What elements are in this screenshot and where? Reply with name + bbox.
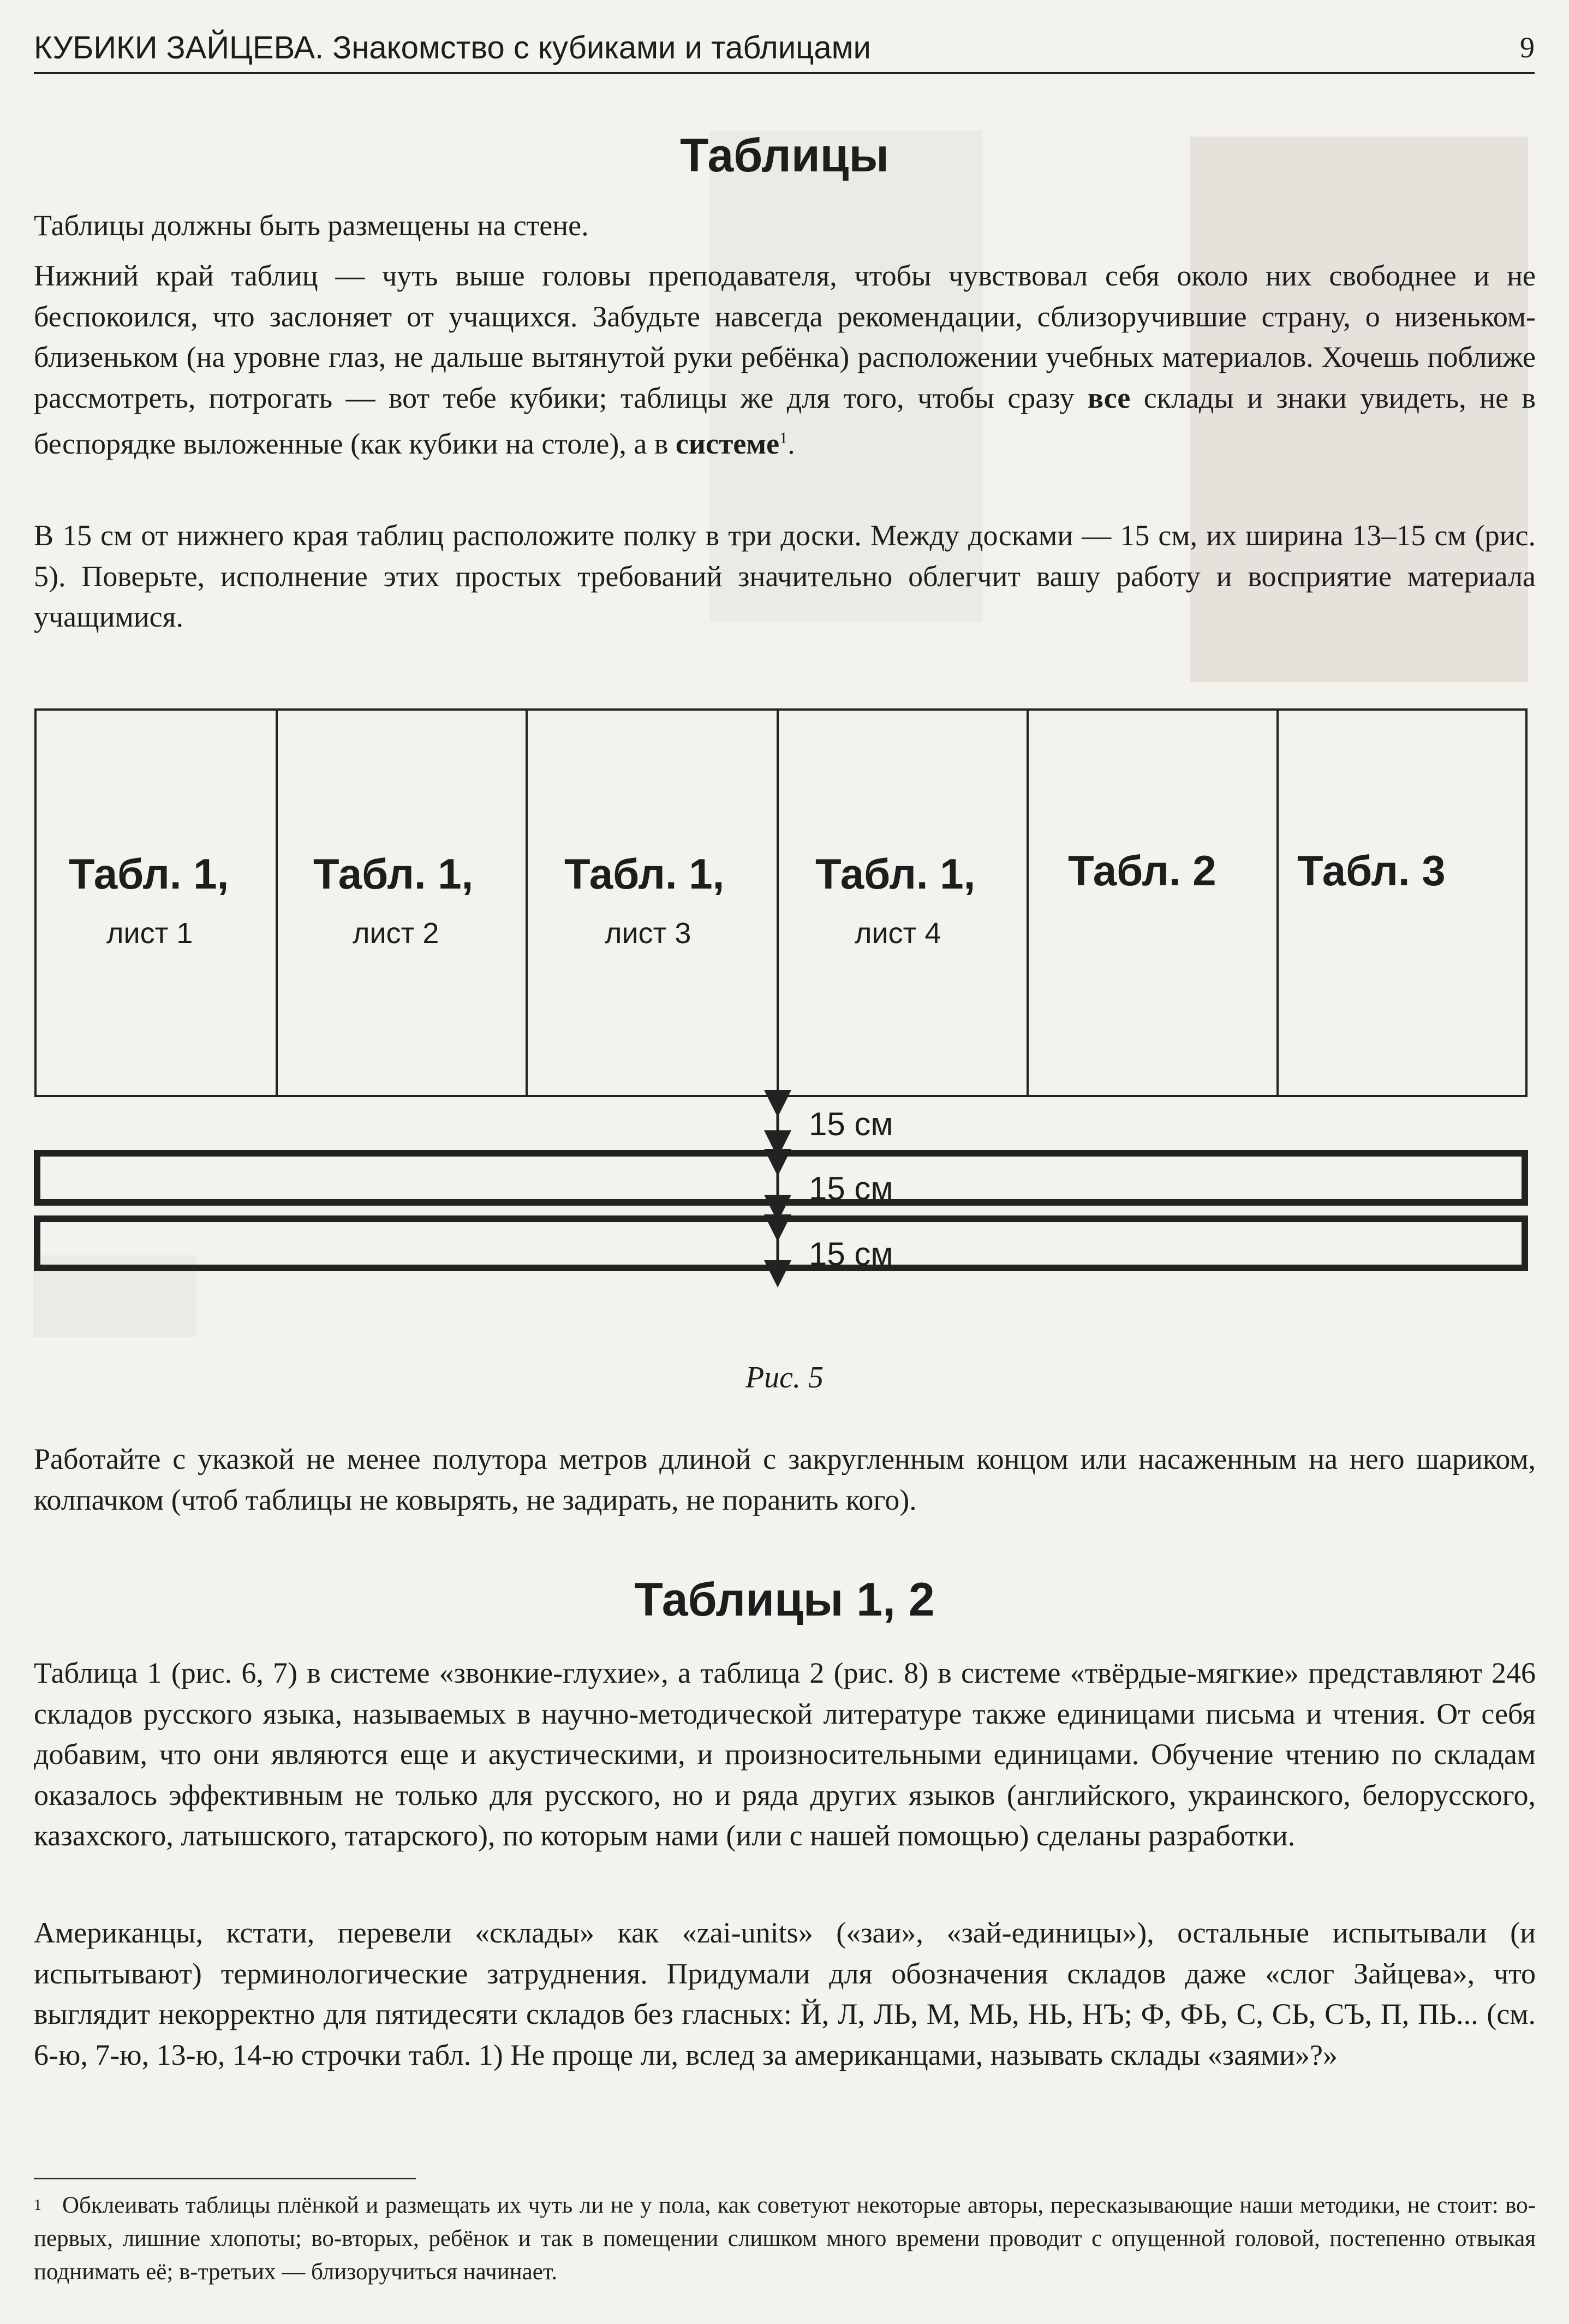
footnote-reference: 1: [779, 429, 788, 447]
footnote-rule: [34, 2178, 416, 2179]
paragraph-tables-on-wall: Таблицы должны быть размещены на стене.: [34, 209, 589, 242]
running-header: [34, 27, 1535, 74]
panel-3-subtitle: лист 3: [605, 917, 691, 950]
section-heading-tables-1-2: Таблицы 1, 2: [634, 1574, 935, 1626]
panel-5-title: Табл. 2: [1068, 847, 1216, 895]
panel-6: [1278, 710, 1526, 1096]
bold-word-system: системе: [675, 427, 780, 460]
panel-3: [527, 710, 778, 1096]
panel-4-title: Табл. 1,: [815, 850, 976, 898]
bold-word-all: все: [1087, 381, 1131, 414]
shelf-board-2: [37, 1219, 1525, 1268]
paragraph-pointer: Работайте с указкой не менее полутора метров длиной с закругленным концом или насаженным на него шариком, колпачком (чтоб таблицы не ковырять, не задирать, не поранить кого).: [34, 1443, 1536, 1516]
panel-2-title: Табл. 1,: [313, 850, 474, 898]
paragraph-shelf: В 15 см от нижнего края таблиц расположите полку в три доски. Между досками — 15 см, их ширина 13–15 см (рис. 5). Поверьте, исполнение этих простых требований значительно облегчит вашу работу и восприятие материала учащимися.: [34, 519, 1536, 633]
footnote-mark: 1: [34, 2197, 41, 2214]
shelf-boards: [37, 1153, 1525, 1268]
gap-label-1: 15 см: [809, 1106, 893, 1142]
gap-label-3: 15 см: [809, 1236, 893, 1272]
text-run: склады и знаки увидеть, не в беспорядке выложенные (как кубики на столе), а в: [34, 381, 1536, 460]
panel-4-subtitle: лист 4: [855, 917, 941, 950]
gap-label-2: 15 см: [809, 1170, 893, 1207]
panel-1-subtitle: лист 1: [106, 917, 193, 950]
paragraph-tables-systems: Таблица 1 (рис. 6, 7) в системе «звонкие-глухие», а таблица 2 (рис. 8) в системе «твёрдые-мягкие» представляют 246 складов русского языка, называемых в научно-методической литературе также единицами письма и чтения. От себя добавим, что они являются еще и акустическими, и произносительными единицами. Обучение чтению по складам оказалось эффективным не только для русского, но и ряда других языков (английского, украинского, белорусского, казахского, латышского, татарского), по которым нами (или с нашей помощью) сделаны разработки.: [34, 1656, 1536, 1852]
footnote-text: Обклеивать таблицы плёнкой и размещать их чуть ли не у пола, как советуют некоторые авторы, пересказывающие наши методики, не стоит: во-первых, лишние хлопоты; во-вторых, ребёнок и так в помещении слишком много времени проводит с опущенной головой, постепенно отвыкая поднимать её; в-третьих — близоручиться начинает.: [34, 2192, 1536, 2285]
panel-6-title: Табл. 3: [1297, 847, 1446, 895]
panel-1-title: Табл. 1,: [69, 850, 229, 898]
panel-3-title: Табл. 1,: [564, 850, 725, 898]
text-run: Нижний край таблиц — чуть выше головы преподавателя, чтобы чувствовал себя около них свободнее и не беспокоился, что заслоняет от учащихся. Забудьте навсегда рекомендации, сблизоручившие страну, о низеньком-близеньком (на уровне глаз, не дальше вытянутой руки ребёнка) расположении учебных материалов. Хочешь поближе рассмотреть, потрогать — вот тебе кубики; таблицы же для того, чтобы сразу: [34, 259, 1536, 414]
panel-1: [35, 710, 277, 1096]
figure-caption: Рис. 5: [745, 1361, 824, 1395]
panel-5: [1028, 710, 1278, 1096]
panel-2-subtitle: лист 2: [353, 917, 439, 950]
text-run: .: [788, 427, 795, 460]
page-number: 9: [1520, 31, 1535, 64]
running-header-title: КУБИКИ ЗАЙЦЕВА. Знакомство с кубиками и таблицами: [34, 30, 871, 65]
table-panels: [35, 710, 1526, 1096]
paragraph-americans: Американцы, кстати, перевели «склады» как «zai-units» («заи», «зай-единицы»), остальные испытывали (и испытывают) терминологические затруднения. Придумали для обозначения складов даже «слог Зайцева», что выглядит некорректно для пятидесяти складов без гласных: Й, Л, ЛЬ, М, МЬ, НЬ, НЪ; Ф, ФЬ, С, СЬ, СЪ, П, ПЬ... (см. 6-ю, 7-ю, 13-ю, 14-ю строчки табл. 1) Не проще ли, вслед за американцами, называть склады «заями»?»: [34, 1916, 1536, 2071]
panel-2: [277, 710, 527, 1096]
footnote: [34, 2189, 1536, 2289]
section-heading-tables: Таблицы: [679, 129, 889, 182]
panel-4: [778, 710, 1028, 1096]
paragraph-table-height: [34, 255, 1536, 464]
shelf-board-1: [37, 1153, 1525, 1202]
